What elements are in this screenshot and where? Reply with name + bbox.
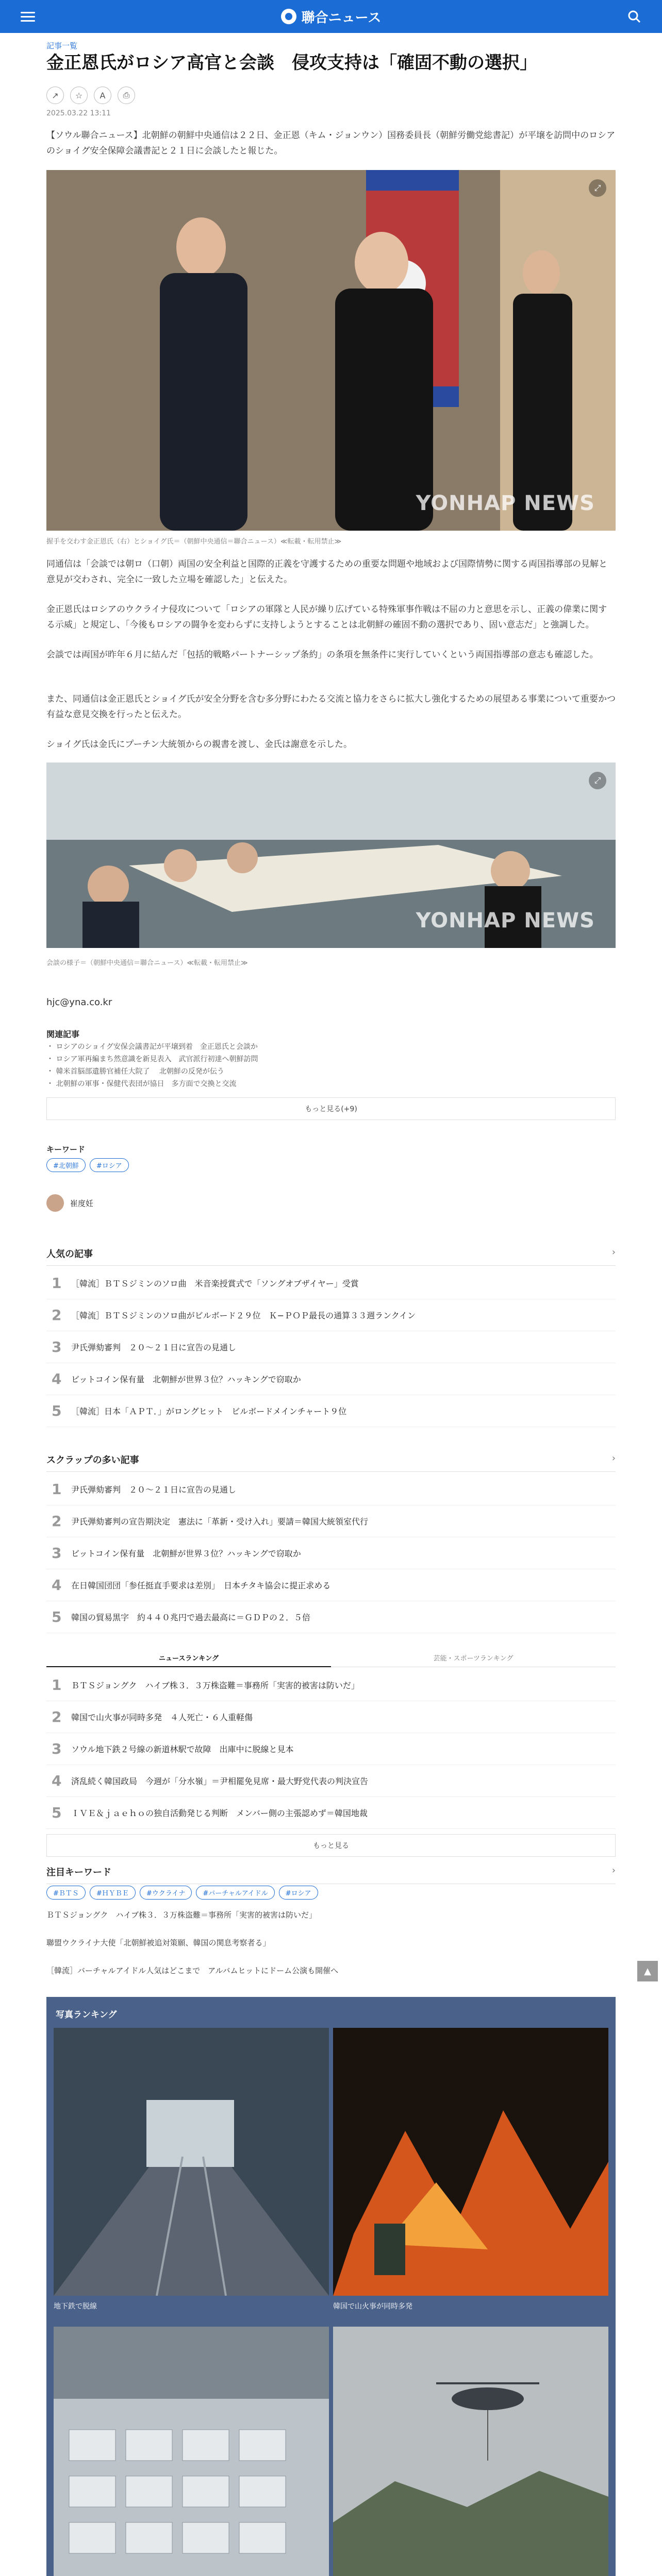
keyword-tag[interactable]: #北朝鮮: [46, 1158, 86, 1172]
site-name: 聯合ニュース: [301, 10, 382, 26]
ranking-item-title: ソウル地下鉄２号線の新道林駅で故障 出庫中に脱線と見本: [71, 1744, 294, 1754]
tab-news-ranking[interactable]: ニュースランキング: [46, 1649, 331, 1667]
scrap-title: スクラップの多い記事: [46, 1455, 139, 1466]
popular-item-title: 尹氏弾劾審判 ２０〜２１日に宣告の見通し: [71, 1343, 237, 1352]
scrap-item[interactable]: 5 韓国の貿易黒字 約４４０兆円で過去最高に＝ＧＤＰの２．５倍: [46, 1601, 616, 1633]
article-photo-2[interactable]: [46, 762, 616, 948]
photo-tile[interactable]: [54, 2327, 329, 2576]
article-title: 金正恩氏がロシア高官と会談 侵攻支持は「確固不動の選択」: [46, 53, 537, 73]
trending-tag[interactable]: #パーチャルアイドル: [196, 1886, 274, 1900]
bookmark-icon[interactable]: ☆: [70, 87, 88, 104]
article-timestamp: 2025.03.22 13:11: [46, 109, 111, 117]
article-photo-1[interactable]: [46, 170, 616, 531]
scrap-item[interactable]: 1 尹氏弾劾審判 ２０〜２１日に宣告の見通し: [46, 1473, 616, 1505]
helicopter-image: [333, 2327, 608, 2576]
popular-item[interactable]: 4 ビットコイン保有量 北朝鮮が世界３位？ハッキングで窃取か: [46, 1363, 616, 1395]
font-size-icon[interactable]: A: [94, 87, 111, 104]
scroll-to-top-button[interactable]: ▲: [637, 1961, 658, 1981]
photo-2-watermark: YONHAP NEWS: [416, 909, 595, 933]
news-ranking-list: [46, 1669, 616, 1829]
trending-link[interactable]: ＢＴＳジョングク ハイブ株３．３万株盗難＝事務所「実害的被害は防いだ」: [46, 1910, 317, 1920]
tab-entertainment-ranking[interactable]: 芸能・スポーツランキング: [331, 1649, 616, 1667]
trending-link[interactable]: ［韓流］バーチャルアイドル人気はどこまで アルバムヒットにドーム公演も開催へ: [46, 1966, 339, 1975]
share-icon[interactable]: ↗: [46, 87, 64, 104]
trending-tag[interactable]: #ＨＹＢＥ: [90, 1886, 136, 1900]
chevron-right-icon: ›: [611, 1865, 616, 1876]
trending-tags: [46, 1886, 616, 1900]
scrap-item[interactable]: 4 在日韓国団団「参任挺直手要求は差別」 日本チタキ協会に提正求める: [46, 1569, 616, 1601]
related-item[interactable]: ・ ロシア軍再編まち然意識を新見表入 武官派行初達へ朝鮮訪問: [46, 1053, 616, 1065]
trending-tag[interactable]: #ロシア: [279, 1886, 318, 1900]
trending-tag[interactable]: #ウクライナ: [140, 1886, 192, 1900]
scrap-item[interactable]: 3 ビットコイン保有量 北朝鮮が世界３位？ハッキングで窃取か: [46, 1537, 616, 1569]
trending-tag[interactable]: #ＢＴＳ: [46, 1886, 86, 1900]
menu-icon[interactable]: [21, 9, 35, 24]
photo-2-caption: 会談の様子＝（朝鮮中央通信＝聯合ニュース）≪転載・転用禁止≫: [46, 959, 248, 967]
popular-item[interactable]: 1 ［韓流］ＢＴＳジミンのソロ曲 米音楽授賞式で「ソングオブザイヤー」受賞: [46, 1267, 616, 1299]
photo-1-caption: 握手を交わす金正恩氏（右）とショイグ氏＝（朝鮮中央通信＝聯合ニュース）≪転載・転用禁止≫: [46, 538, 342, 546]
expand-icon[interactable]: ⤢: [589, 772, 606, 789]
keyword-tag[interactable]: #ロシア: [90, 1158, 129, 1172]
keyword-tags: [46, 1158, 616, 1172]
scrap-item-title: 尹氏弾劾審判 ２０〜２１日に宣告の見通し: [71, 1485, 237, 1495]
scrap-item-title: 在日韓国団団「参任挺直手要求は差別」 日本チタキ協会に提正求める: [71, 1581, 331, 1590]
photo-scene: [46, 170, 616, 531]
expand-icon[interactable]: ⤢: [589, 179, 606, 197]
related-item[interactable]: ・ 韓米首脳部遺勝官補任大院了 北朝鮮の反発が伝う: [46, 1065, 616, 1078]
article-paragraph-5: ショイグ氏は金氏にプーチン大統領からの親書を渡し、金氏は謝意を示した。: [46, 739, 352, 750]
reporter-email[interactable]: hjc@yna.co.kr: [46, 997, 112, 1008]
related-item[interactable]: ・ 北朝鮮の軍事・保健代表団が協日 多方面で交換と交流: [46, 1078, 616, 1090]
subway-tunnel-image: [54, 2028, 329, 2296]
related-more-button[interactable]: もっと見る(+9): [46, 1097, 616, 1120]
ranking-item[interactable]: 3 ソウル地下鉄２号線の新道林駅で故障 出庫中に脱線と見本: [46, 1733, 616, 1765]
article-category[interactable]: 記事一覧: [46, 41, 78, 50]
top-navigation-bar: [0, 0, 662, 33]
article-paragraph-4: また、同通信は金正恩氏とショイグ氏が安全分野を含む多分野にわたる交流と協力をさらに拡大し強化するための展望ある事業について重要かつ有益な意見交換を行ったと伝えた。: [46, 694, 616, 720]
scrap-item-title: 尹氏弾劾審判の宣告期決定 憲法に「革新・受け入れ」要請＝韓国大統領室代行: [71, 1517, 369, 1527]
search-icon[interactable]: [627, 9, 641, 24]
print-icon[interactable]: ⎙: [118, 87, 135, 104]
trending-title: 注目キーワード: [46, 1867, 111, 1878]
article-paragraph-3: 会談では両国が昨年６月に結んだ「包括的戦略パートナーシップ条約」の条項を無条件に実行していくという両国指導部の意志も確認した。: [46, 650, 599, 660]
article-paragraph-1: 同通信は「会談では朝ロ（口朝）両国の安全利益と国際的正義を守護するための重要な問題や地域および国際情勢に関する両国指導部の見解と意見が交わされ、完全に一致した立場を確認した」と伝えた。: [46, 559, 607, 585]
evacuation-shelter-image: [54, 2327, 329, 2576]
popular-item[interactable]: 3 尹氏弾劾審判 ２０〜２１日に宣告の見通し: [46, 1331, 616, 1363]
popular-item-title: ［韓流］ＢＴＳジミンのソロ曲がビルボード２９位 Ｋ−ＰＯＰ最長の通算３３週ランクイン: [71, 1311, 416, 1320]
popular-item[interactable]: 5 ［韓流］日本「ＡＰＴ．」がロングヒット ビルボードメインチャート９位: [46, 1395, 616, 1427]
scrap-list: [46, 1473, 616, 1633]
ranking-tabs: [46, 1649, 616, 1667]
ranking-item[interactable]: 1 ＢＴＳジョングク ハイブ株３．３万株盗難＝事務所「実害的被害は防いだ」: [46, 1669, 616, 1701]
ranking-more-button[interactable]: もっと見る: [46, 1834, 616, 1857]
trending-links: [46, 1901, 616, 1985]
trending-section-title[interactable]: [46, 1865, 616, 1884]
scrap-item-title: ビットコイン保有量 北朝鮮が世界３位？ハッキングで窃取か: [71, 1549, 301, 1558]
popular-item[interactable]: 2 ［韓流］ＢＴＳジミンのソロ曲がビルボード２９位 Ｋ−ＰＯＰ最長の通算３３週ランクイン: [46, 1299, 616, 1331]
ranking-item-title: ＩＶＥ＆ｊａｅｈｏの独自活動発じる判断 メンバー側の主張認めず＝韓国地裁: [71, 1808, 368, 1818]
popular-section-title[interactable]: [46, 1247, 616, 1266]
related-articles-title: 関連記事: [46, 1029, 80, 1039]
popular-item-title: ［韓流］ＢＴＳジミンのソロ曲 米音楽授賞式で「ソングオブザイヤー」受賞: [71, 1279, 359, 1289]
article-lead: 【ソウル聯合ニュース】北朝鮮の朝鮮中央通信は２２日、金正恩（キム・ジョンウン）国務委員長（朝鮮労働党総書記）が平壌を訪問中のロシアのショイグ安全保障会議書記と２１日に会談したと報じた。: [46, 130, 616, 156]
share-toolbar: [46, 87, 616, 104]
photo-ranking-section: [46, 1997, 616, 2576]
popular-item-title: ビットコイン保有量 北朝鮮が世界３位？ハッキングで窃取か: [71, 1375, 301, 1384]
wildfire-night-image: [333, 2028, 608, 2296]
photo-tile-caption: 地下鉄で脱線: [54, 2302, 97, 2311]
popular-list: [46, 1267, 616, 1427]
photo-tile[interactable]: [333, 2327, 608, 2576]
reporter-byline[interactable]: [46, 1194, 616, 1212]
photo-tile-caption: 韓国で山火事が同時多発: [333, 2302, 412, 2311]
ranking-item-title: 済乱続く韓国政局 今週が「分水嶺」＝尹相罷免見席・最大野党代表の判決宣告: [71, 1776, 369, 1786]
popular-title: 人気の記事: [46, 1249, 93, 1260]
ranking-item[interactable]: 5 ＩＶＥ＆ｊａｅｈｏの独自活動発じる判断 メンバー側の主張認めず＝韓国地裁: [46, 1797, 616, 1829]
scrap-item[interactable]: 2 尹氏弾劾審判の宣告期決定 憲法に「革新・受け入れ」要請＝韓国大統領室代行: [46, 1505, 616, 1537]
photo-tile[interactable]: [54, 2028, 329, 2296]
scrap-item-title: 韓国の貿易黒字 約４４０兆円で過去最高に＝ＧＤＰの２．５倍: [71, 1613, 311, 1622]
related-item[interactable]: ・ ロシアのショイグ安保会議書記が平壌到着 金正恩氏と会談か: [46, 1041, 616, 1053]
logo-mark: [281, 9, 296, 24]
keywords-title: キーワード: [46, 1145, 86, 1154]
photo-ranking-title: 写真ランキング: [56, 2010, 117, 2020]
site-logo[interactable]: [281, 7, 382, 26]
ranking-item[interactable]: 4 済乱続く韓国政局 今週が「分水嶺」＝尹相罷免見席・最大野党代表の判決宣告: [46, 1765, 616, 1797]
scrap-section-title[interactable]: [46, 1453, 616, 1472]
ranking-item-title: 韓国で山火事が同時多発 ４人死亡・６人重軽傷: [71, 1713, 253, 1722]
ranking-item[interactable]: 2 韓国で山火事が同時多発 ４人死亡・６人重軽傷: [46, 1701, 616, 1733]
trending-link[interactable]: 聯盟ウクライナ大使「北朝鮮被追対策願、韓国の関息考察者る」: [46, 1938, 271, 1947]
article-paragraph-2: 金正恩氏はロシアのウクライナ侵攻について「ロシアの軍隊と人民が繰り広げている特殊軍事作戦は不屈の力と意思を示し、正義の偉業に関する示威」と規定し、「今後もロシアの闘争を変わらずに支持しようとすることは北朝鮮の確固不動の選択であり、固い意志だ」と強調した。: [46, 604, 607, 630]
reporter-avatar: [46, 1194, 64, 1212]
chevron-right-icon: ›: [611, 1453, 616, 1464]
related-articles-list: [46, 1041, 616, 1090]
ranking-item-title: ＢＴＳジョングク ハイブ株３．３万株盗難＝事務所「実害的被害は防いだ」: [71, 1681, 359, 1690]
photo-tile[interactable]: [333, 2028, 608, 2296]
popular-item-title: ［韓流］日本「ＡＰＴ．」がロングヒット ビルボードメインチャート９位: [71, 1406, 347, 1416]
chevron-right-icon: ›: [611, 1247, 616, 1258]
reporter-name: 崔度妊: [70, 1198, 94, 1208]
photo-watermark: YONHAP NEWS: [416, 492, 595, 515]
